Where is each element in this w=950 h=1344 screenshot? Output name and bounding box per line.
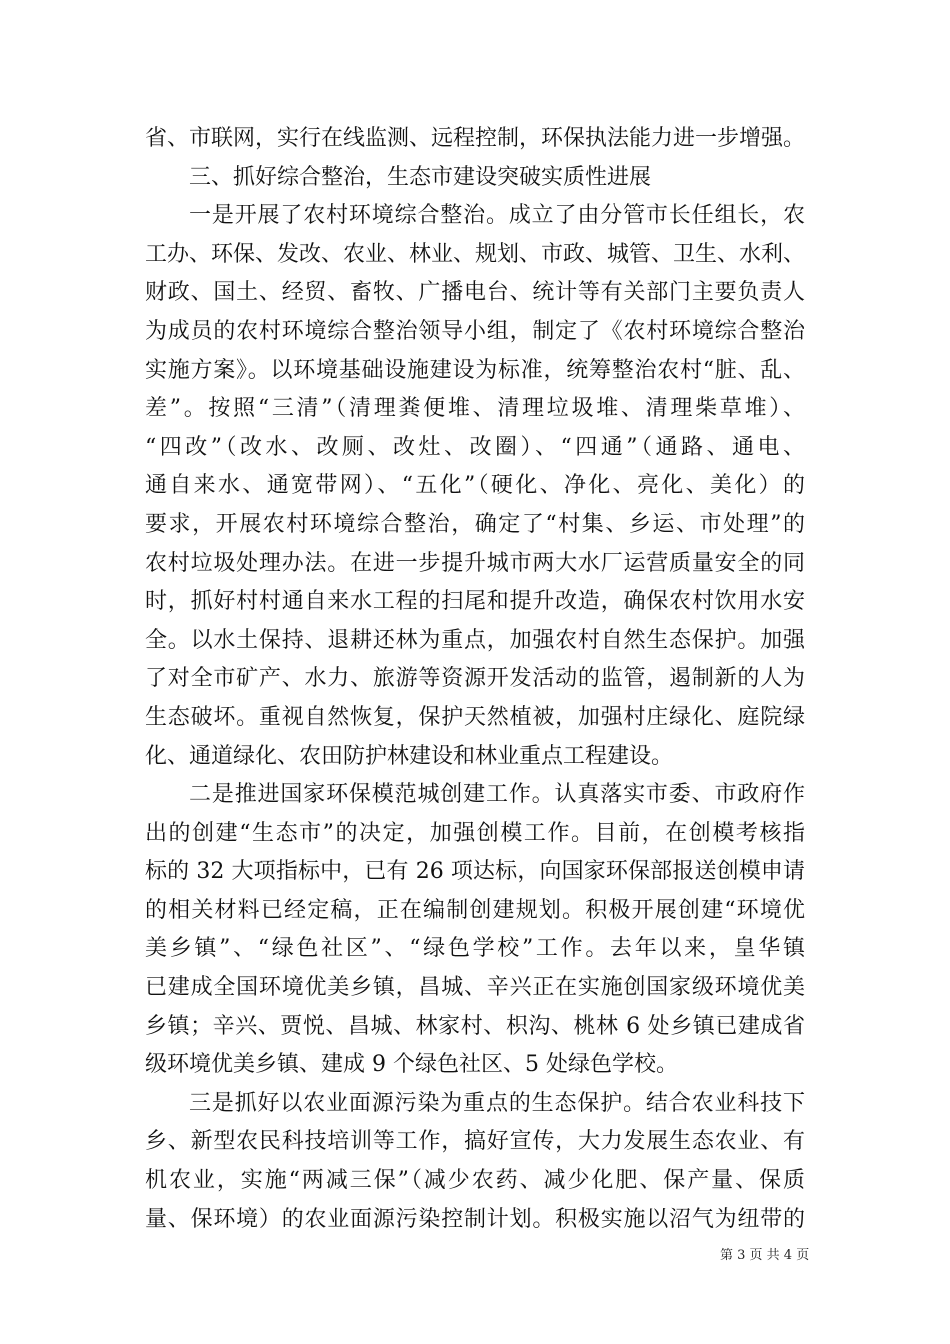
text-line: 生态破坏。重视自然恢复，保护天然植被，加强村庄绿化、庭院绿 bbox=[145, 704, 805, 730]
text-line: 时，抓好村村通自来水工程的扫尾和提升改造，确保农村饮用水安 bbox=[145, 589, 805, 615]
text-line: “四改”（改水、改厕、改灶、改圈）、“四通”（通路、通电、 bbox=[145, 434, 805, 460]
text-line: 的相关材料已经定稿，正在编制创建规划。积极开展创建“环境优 bbox=[145, 897, 805, 923]
text-line: 财政、国土、经贸、畜牧、广播电台、统计等有关部门主要负责人 bbox=[145, 280, 805, 306]
text-line: 一是开展了农村环境综合整治。成立了由分管市长任组长，农 bbox=[189, 203, 805, 229]
text-line: 出的创建“生态市”的决定，加强创模工作。目前，在创模考核指 bbox=[145, 820, 805, 846]
text-line: 级环境优美乡镇、建成 9 个绿色社区、5 处绿色学校。 bbox=[145, 1052, 678, 1078]
text-line: 为成员的农村环境综合整治领导小组，制定了《农村环境综合整治 bbox=[145, 318, 805, 344]
text-line: 要求，开展农村环境综合整治，确定了“村集、乡运、市处理”的 bbox=[145, 511, 805, 537]
text-line: 机农业，实施“两减三保”（减少农药、减少化肥、保产量、保质 bbox=[145, 1168, 805, 1194]
document-body bbox=[145, 120, 805, 1239]
text-line: 乡镇；辛兴、贾悦、昌城、林家村、枳沟、桃林 6 处乡镇已建成省 bbox=[145, 1013, 805, 1039]
text-line: 乡、新型农民科技培训等工作，搞好宣传，大力发展生态农业、有 bbox=[145, 1129, 805, 1155]
text-line: 二是推进国家环保模范城创建工作。认真落实市委、市政府作 bbox=[189, 782, 805, 808]
text-line: 通自来水、通宽带网）、“五化”（硬化、净化、亮化、美化）的 bbox=[145, 473, 805, 499]
text-line: 了对全市矿产、水力、旅游等资源开发活动的监管，遏制新的人为 bbox=[145, 666, 805, 692]
text-line: 省、市联网，实行在线监测、远程控制，环保执法能力进一步增强。 bbox=[145, 126, 806, 151]
text-line: 农村垃圾处理办法。在进一步提升城市两大水厂运营质量安全的同 bbox=[145, 550, 805, 576]
text-line: 三、抓好综合整治，生态市建设突破实质性进展 bbox=[189, 164, 652, 190]
text-line: 工办、环保、发改、农业、林业、规划、市政、城管、卫生、水利、 bbox=[145, 241, 806, 267]
text-line: 化、通道绿化、农田防护林建设和林业重点工程建设。 bbox=[145, 743, 674, 769]
page-number-footer: 第 3 页 共 4 页 bbox=[720, 1248, 810, 1263]
text-line: 三是抓好以农业面源污染为重点的生态保护。结合农业科技下 bbox=[189, 1090, 805, 1116]
text-line: 已建成全国环境优美乡镇，昌城、辛兴正在实施创国家级环境优美 bbox=[145, 975, 805, 1001]
text-line: 量、保环境）的农业面源污染控制计划。积极实施以沼气为纽带的 bbox=[145, 1206, 805, 1232]
text-line: 差”。按照“三清”（清理粪便堆、清理垃圾堆、清理柴草堆）、 bbox=[145, 396, 805, 422]
text-line: 美乡镇”、“绿色社区”、“绿色学校”工作。去年以来，皇华镇 bbox=[145, 936, 805, 962]
text-line: 标的 32 大项指标中，已有 26 项达标，向国家环保部报送创模申请 bbox=[145, 859, 805, 885]
text-line: 全。以水土保持、退耕还林为重点，加强农村自然生态保护。加强 bbox=[145, 627, 805, 653]
text-line: 实施方案》。以环境基础设施建设为标准，统筹整治农村“脏、乱、 bbox=[145, 357, 805, 383]
